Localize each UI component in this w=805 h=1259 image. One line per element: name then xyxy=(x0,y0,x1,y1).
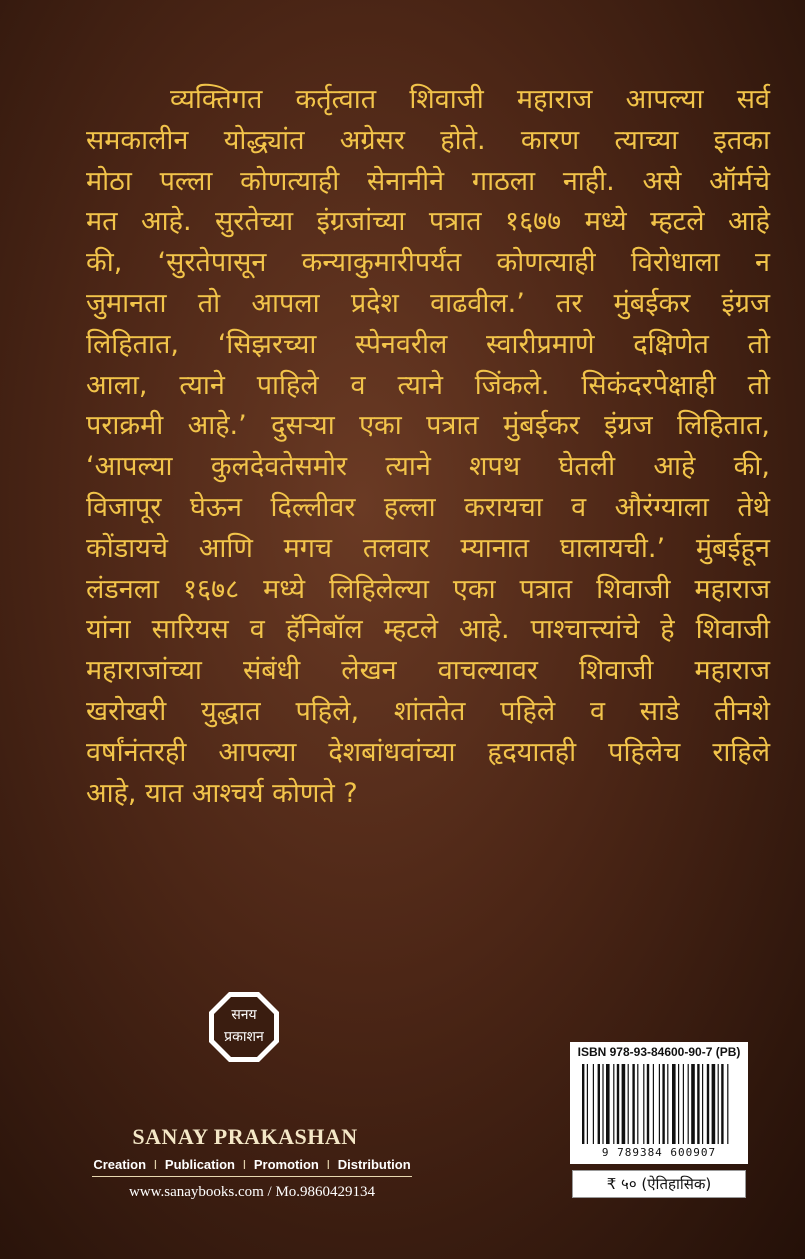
service-creation: Creation xyxy=(93,1157,147,1172)
blurb-line: वर्षांनंतरही आपल्या देशबांधवांच्या हृदयातही पहिलेच राहिले xyxy=(86,736,770,768)
blurb-line: की, ‘सुरतेपासून कन्याकुमारीपर्यंत कोणत्याही विरोधाला न xyxy=(86,247,770,279)
octagon-logo-icon xyxy=(207,990,281,1064)
blurb-line: यांना सारियस व हॅनिबॉल म्हटले आहे. पाश्चात्त्यांचे हे शिवाजी xyxy=(86,614,770,646)
blurb-line: लिहितात, ‘सिझरच्या स्पेनवरील स्वारीप्रमाणे दक्षिणेत तो xyxy=(86,328,770,360)
blurb-line: महाराजांच्या संबंधी लेखन वाचल्यावर शिवाजी महाराज xyxy=(86,655,770,687)
blurb-line: आहे, यात आश्चर्य कोणते ? xyxy=(86,777,358,809)
blurb-line: व्यक्तिगत कर्तृत्वात शिवाजी महाराज आपल्या सर्व xyxy=(170,84,770,115)
publisher-services xyxy=(92,1157,412,1177)
service-publication: Publication xyxy=(164,1157,235,1172)
blurb-line: आला, त्याने पाहिले व त्याने जिंकले. सिकंदरपेक्षाही तो xyxy=(86,369,770,401)
service-distribution: Distribution xyxy=(337,1157,411,1172)
logo-text-line2: प्रकाशन xyxy=(224,1029,264,1045)
blurb-line: समकालीन योद्ध्यांत अग्रेसर होते. कारण त्याच्या इतका xyxy=(86,124,770,156)
service-separator: I xyxy=(242,1157,247,1172)
barcode-digits: 9 789384 600907 xyxy=(601,1146,717,1159)
logo-text-line1: सनय xyxy=(231,1007,257,1023)
isbn-label: ISBN 978-93-84600-90-7 (PB) xyxy=(577,1045,741,1059)
blurb-line: पराक्रमी आहे.’ दुसऱ्या एका पत्रात मुंबईकर इंग्रज लिहितात, xyxy=(86,410,770,442)
blurb-line: मत आहे. सुरतेच्या इंग्रजांच्या पत्रात १६७७ मध्ये म्हटले आहे xyxy=(86,206,770,238)
blurb-line: मोठा पल्ला कोणत्याही सेनानीने गाठला नाही. असे ऑर्मचे xyxy=(86,165,770,197)
barcode-icon xyxy=(580,1064,740,1144)
back-cover-blurb xyxy=(86,80,770,814)
blurb-line: विजापूर घेऊन दिल्लीवर हल्ला करायचा व औरंग्याला तेथे xyxy=(86,491,770,523)
service-separator: I xyxy=(153,1157,158,1172)
service-separator: I xyxy=(326,1157,331,1172)
isbn-barcode-box xyxy=(570,1042,748,1164)
blurb-line: खरोखरी युद्धात पहिले, शांततेत पहिले व साडे तीनशे xyxy=(86,695,770,727)
publisher-contact: www.sanaybooks.com / Mo.9860429134 xyxy=(128,1184,376,1200)
blurb-line: ‘आपल्या कुलदेवतेसमोर त्याने शपथ घेतली आहे की, xyxy=(86,451,770,483)
publisher-logo xyxy=(207,990,281,1064)
price-label: ₹ ५० (ऐतिहासिक) xyxy=(572,1170,746,1198)
blurb-line: कोंडायचे आणि मगच तलवार म्यानात घालायची.’ मुंबईहून xyxy=(86,532,770,564)
publisher-name: SANAY PRAKASHAN xyxy=(132,1124,358,1149)
blurb-line: जुमानता तो आपला प्रदेश वाढवील.’ तर मुंबईकर इंग्रज xyxy=(86,287,770,319)
service-promotion: Promotion xyxy=(253,1157,319,1172)
blurb-line: लंडनला १६७८ मध्ये लिहिलेल्या एका पत्रात शिवाजी महाराज xyxy=(86,573,770,605)
